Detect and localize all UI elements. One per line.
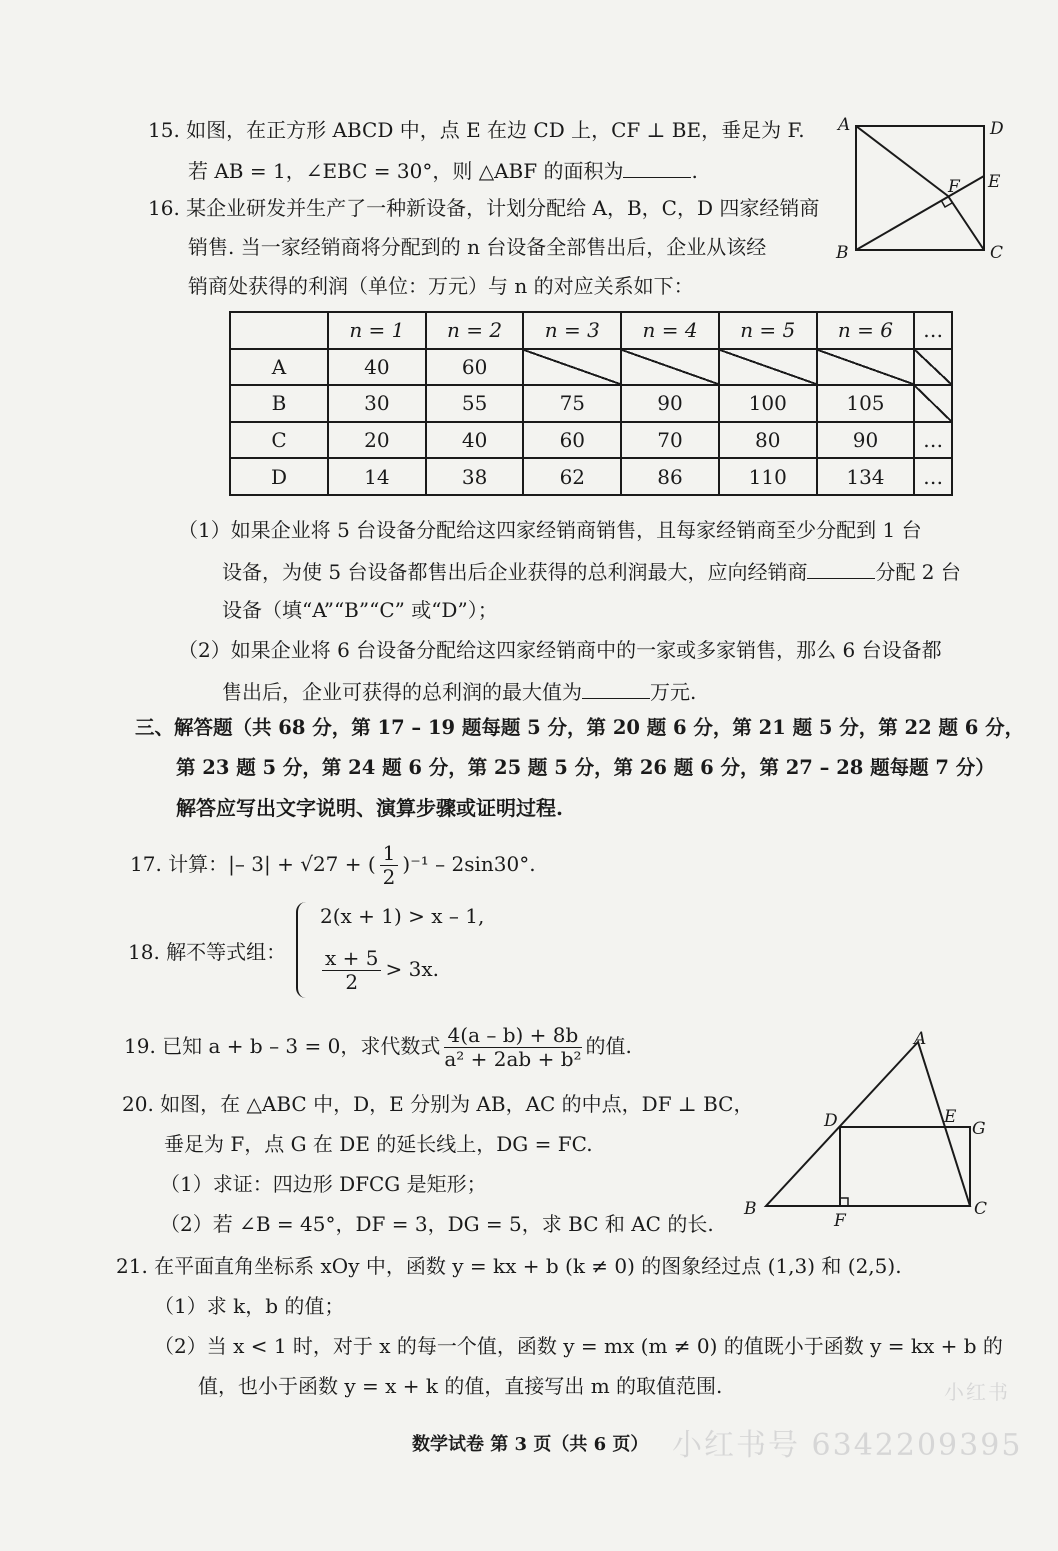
table-header-cell: … xyxy=(914,312,952,349)
table-header-cell: n = 5 xyxy=(719,312,817,349)
q16-part1-line1: （1）如果企业将 5 台设备分配给这四家经销商销售，且每家经销商至少分配到 1 台 xyxy=(178,518,922,542)
section3-line2: 第 23 题 5 分，第 24 题 6 分，第 25 题 5 分，第 26 题 6 分，第 27 – 28 题每题 7 分） xyxy=(176,756,995,779)
table-cell: 134 xyxy=(817,458,915,495)
q19-denominator: a² + 2ab + b² xyxy=(444,1047,582,1071)
q16-part2-line2-end: 万元. xyxy=(650,680,697,704)
q16-line3: 销商处获得的利润（单位：万元）与 n 的对应关系如下： xyxy=(188,274,694,298)
table-cell: A xyxy=(230,349,328,386)
label-e: E xyxy=(988,172,1001,192)
q16-part1-line3: 设备（填“A”“B”“C” 或“D”）； xyxy=(222,598,498,622)
q16-line1: 16. 某企业研发并生产了一种新设备，计划分配给 A，B，C，D 四家经销商 xyxy=(148,196,820,220)
q16-part1-line2-end: 分配 2 台 xyxy=(875,560,961,584)
page-footer: 数学试卷 第 3 页（共 6 页） xyxy=(412,1434,649,1455)
table-header-row xyxy=(230,312,952,349)
table-cell: D xyxy=(230,458,328,495)
q20-part2: （2）若 ∠B = 45°，DF = 3，DG = 5，求 BC 和 AC 的长. xyxy=(160,1212,714,1236)
q17-prefix: 17. 计算：|– 3| + √27 + ( xyxy=(130,852,376,876)
label-c: C xyxy=(974,1199,988,1219)
table-cell-empty xyxy=(914,349,952,386)
q18-inequality-2-tail: > 3x. xyxy=(385,957,439,981)
q20-line1: 20. 如图，在 △ABC 中，D，E 分别为 AB，AC 的中点，DF ⊥ BC， xyxy=(122,1092,754,1116)
label-d: D xyxy=(990,119,1004,139)
q15-line2-end: . xyxy=(691,159,698,183)
table-cell: 110 xyxy=(719,458,817,495)
table-cell: 40 xyxy=(328,349,426,386)
q16-part2-line2 xyxy=(222,678,696,704)
q15-line2-text: 若 AB = 1，∠EBC = 30°，则 △ABF 的面积为 xyxy=(188,159,624,183)
q16-part2-line1: （2）如果企业将 6 台设备分配给这四家经销商中的一家或多家销售，那么 6 台设备都 xyxy=(178,638,942,662)
q19-suffix: 的值. xyxy=(585,1034,632,1058)
table-cell: 75 xyxy=(523,385,621,422)
table-row xyxy=(230,422,952,459)
rectangle-dfcg xyxy=(840,1127,970,1206)
q18-fraction xyxy=(322,947,381,994)
table-cell: 105 xyxy=(817,385,915,422)
segment-cf xyxy=(948,196,984,250)
q21-line1: 21. 在平面直角坐标系 xOy 中，函数 y = kx + b (k ≠ 0) 的图象经过点 (1,3) 和 (2,5). xyxy=(116,1254,902,1278)
label-f: F xyxy=(948,177,960,197)
table-cell: 40 xyxy=(426,422,524,459)
system-brace xyxy=(296,902,312,998)
q16-part1-line2-text: 设备，为使 5 台设备都售出后企业获得的总利润最大，应向经销商 xyxy=(222,560,808,584)
table-cell: 38 xyxy=(426,458,524,495)
label-c: C xyxy=(990,243,1004,263)
table-cell: 20 xyxy=(328,422,426,459)
q19-fraction xyxy=(444,1024,581,1071)
q15-answer-blank xyxy=(623,157,691,178)
table-row xyxy=(230,349,952,386)
section3-heading: 三、解答题（共 68 分，第 17 – 19 题每题 5 分，第 20 题 6 分，第 21 题 5 分，第 22 题 6 分， xyxy=(135,716,1025,739)
table-cell-empty xyxy=(523,349,621,386)
q21-part2-line2: 值，也小于函数 y = x + k 的值，直接写出 m 的取值范围. xyxy=(198,1374,723,1398)
q18-numerator: x + 5 xyxy=(322,947,381,971)
table-cell: … xyxy=(914,422,952,459)
label-a: A xyxy=(914,1030,927,1049)
right-angle-mark xyxy=(840,1198,848,1206)
table-row xyxy=(230,385,952,422)
triangle-abc xyxy=(766,1042,970,1206)
q18-denominator: 2 xyxy=(345,970,359,994)
label-b: B xyxy=(836,243,849,263)
q21-part2-line1: （2）当 x < 1 时，对于 x 的每一个值，函数 y = mx (m ≠ 0) 的值既小于函数 y = kx + b 的 xyxy=(154,1334,1003,1358)
label-d: D xyxy=(824,1111,838,1131)
label-b: B xyxy=(744,1199,757,1219)
table-cell: 90 xyxy=(621,385,719,422)
table-cell: 14 xyxy=(328,458,426,495)
q19 xyxy=(124,1018,632,1074)
table-cell: 90 xyxy=(817,422,915,459)
table-cell-empty xyxy=(621,349,719,386)
label-a: A xyxy=(838,115,851,135)
label-g: G xyxy=(972,1119,986,1139)
table-cell: … xyxy=(914,458,952,495)
table-header-cell: n = 6 xyxy=(817,312,915,349)
table-cell-empty xyxy=(914,385,952,422)
q15-line2 xyxy=(188,157,698,183)
table-cell: 100 xyxy=(719,385,817,422)
watermark-logo: 小红书 xyxy=(944,1380,1010,1404)
q19-prefix: 19. 已知 a + b – 3 = 0，求代数式 xyxy=(124,1034,441,1058)
watermark: 小红书号 6342209395 xyxy=(672,1428,1023,1463)
q16-part1-line2 xyxy=(222,558,961,584)
q17-numerator: 1 xyxy=(380,842,399,866)
table-header-cell: n = 4 xyxy=(621,312,719,349)
table-cell: 60 xyxy=(523,422,621,459)
table-cell: 60 xyxy=(426,349,524,386)
q19-numerator: 4(a – b) + 8b xyxy=(444,1024,581,1048)
q18-label: 18. 解不等式组： xyxy=(128,940,287,964)
q17 xyxy=(130,836,536,892)
label-f: F xyxy=(834,1211,846,1230)
table-cell: C xyxy=(230,422,328,459)
label-e: E xyxy=(944,1107,957,1127)
q16-line2: 销售. 当一家经销商将分配到的 n 台设备全部售出后，企业从该经 xyxy=(188,235,767,259)
table-cell-empty xyxy=(817,349,915,386)
q16-part1-blank xyxy=(807,558,875,579)
table-header-cell: n = 1 xyxy=(328,312,426,349)
q16-part2-blank xyxy=(582,678,650,699)
table-header-cell: n = 2 xyxy=(426,312,524,349)
segment-af xyxy=(856,126,948,196)
q18-inequality-2 xyxy=(318,944,439,994)
table-cell: 80 xyxy=(719,422,817,459)
section3-line3: 解答应写出文字说明、演算步骤或证明过程. xyxy=(176,796,563,820)
table-cell: 30 xyxy=(328,385,426,422)
q17-denominator: 2 xyxy=(382,865,396,889)
table-header-cell: n = 3 xyxy=(523,312,621,349)
q15-line1: 15. 如图，在正方形 ABCD 中，点 E 在边 CD 上，CF ⊥ BE，垂足为 F. xyxy=(148,118,805,142)
table-cell-empty xyxy=(719,349,817,386)
q17-suffix: )⁻¹ – 2sin30°. xyxy=(402,852,536,876)
table-cell: 62 xyxy=(523,458,621,495)
table-cell: 86 xyxy=(621,458,719,495)
q20-part1: （1）求证：四边形 DFCG 是矩形； xyxy=(160,1172,487,1196)
q20-line2: 垂足为 F，点 G 在 DE 的延长线上，DG = FC. xyxy=(164,1132,593,1156)
table-cell: 70 xyxy=(621,422,719,459)
q17-fraction xyxy=(380,842,399,889)
table-cell: B xyxy=(230,385,328,422)
segment-be xyxy=(856,176,984,250)
table-cell: 55 xyxy=(426,385,524,422)
table-row xyxy=(230,458,952,495)
profit-table xyxy=(229,311,953,496)
q18-inequality-1: 2(x + 1) > x – 1, xyxy=(320,904,485,928)
table-header-cell xyxy=(230,312,328,349)
q15-figure xyxy=(830,112,1030,272)
q20-figure xyxy=(740,1030,1000,1230)
q21-part1: （1）求 k，b 的值； xyxy=(154,1294,345,1318)
q16-part2-line2-text: 售出后，企业可获得的总利润的最大值为 xyxy=(222,680,582,704)
